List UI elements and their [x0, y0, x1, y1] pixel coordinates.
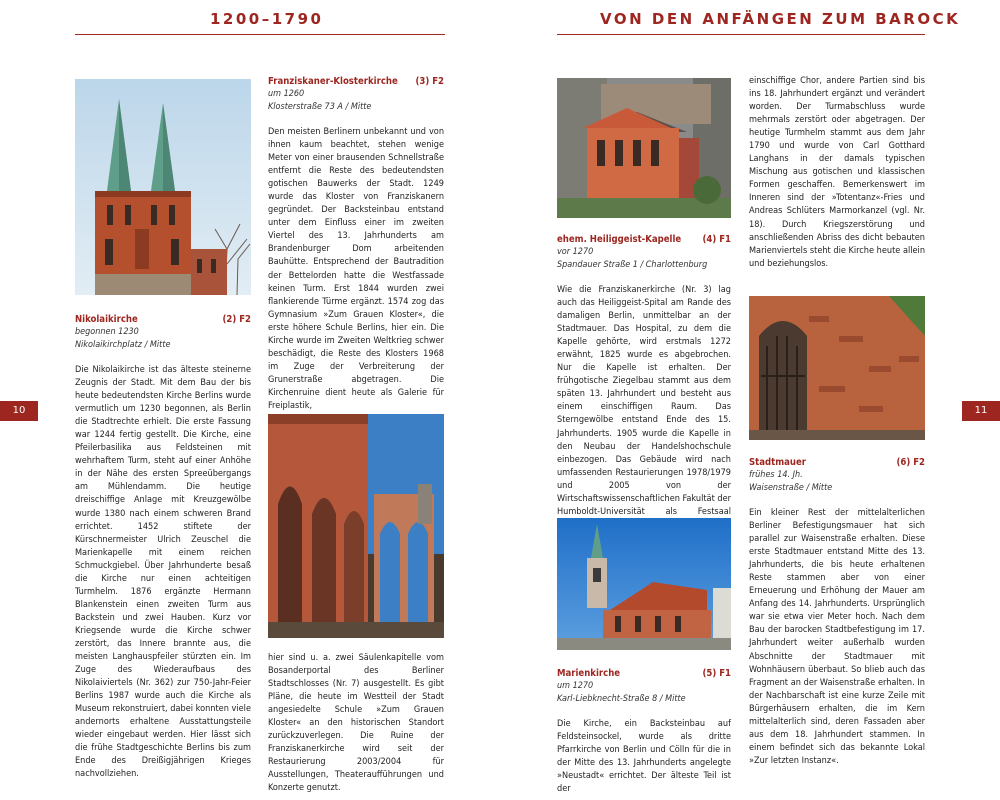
entry-title-row [749, 456, 925, 469]
entry-text-continued: hier sind u. a. zwei Säulenkapitelle vom Bosanderportal des Berliner Stadtschlosses (Nr. 7) ausgestellt. Es gibt Pläne, die heute im Westteil der Stadt angesiedelte Schule »Zum Grauen Kloster« an den historischen Standort zurückzuverlegen. Die Ruine der Franziskanerkirche wird seit der Restaurierung 2003/2004 für Ausstellungen, Theateraufführungen und Konzerte genutzt. [268, 653, 444, 794]
entry-text: Die Kirche, ein Backsteinbau auf Feldsteinsockel, wurde als dritte Pfarrkirche von Berlin und Cölln für die in der Mitte des 13. Jahrhunderts angelegte »Neustadt« errichtet. Der älteste Teil ist der [557, 719, 731, 795]
map-reference: (4) F1 [702, 234, 731, 245]
entry-franziskaner-cont [268, 652, 444, 796]
right-page [500, 0, 1000, 800]
entry-address: Klosterstraße 73 A / Mitte [268, 101, 372, 112]
map-reference: (6) F2 [896, 457, 925, 468]
entry-text: Ein kleiner Rest der mittelalterlichen Berliner Befestigungsmauer hat sich parallel zur Waisenstraße erhalten. Diese erste Stadtmauer entstand Mitte des 13. Jahrhunderts, die bis heute erhaltenen Reste stammen aber von einer Erneuerung und Erhöhung der Mauer am Anfang des 14. Jahrhunderts. Ursprünglich war sie etwa vier Meter hoch. Nach dem Bau der barocken Stadtbefestigung im 17. Jahrhundert weiter außerhalb wurden Abschnitte der Stadtmauer mit Wohnhäusern überbaut. So blieb auch das Fragment an der Waisenstraße erhalten. In der Nachbarschaft ist eine kurze Zeile mit Bürgerhäusern erhalten, die im Kern mittelalterlich sind, deren Fassaden aber aus dem 18. Jahrhundert stammen. In einem befindet sich das bekannte Lokal »Zur letzten Instanz«. [749, 508, 925, 766]
entry-title: Stadtmauer [749, 457, 806, 468]
entry-heiliggeist [557, 233, 731, 532]
entry-title-row [75, 313, 251, 326]
header-rule-right [557, 34, 925, 35]
entry-date: begonnen 1230 [75, 327, 139, 337]
page-number-right: 11 [962, 401, 1000, 421]
entry-title: Nikolaikirche [75, 314, 138, 325]
entry-date: um 1260 [268, 89, 305, 99]
entry-marienkirche [557, 667, 731, 796]
entry-text: Wie die Franziskanerkirche (Nr. 3) lag auch das Heiliggeist-Spital am Rande des damaligen Berlin, unmittelbar an der Stadtmauer. Das Hospital, zu dem die Kapelle gehörte, wird erstmals 1272 erwähnt, 1825 wurde es abgebrochen. Nur die Kapelle ist erhalten. Der frühgotische Ziegelbau stammt aus dem späten 13. Jahrhundert und besteht aus einem einschiffigen Raum. Das Sterngewölbe entstand Ende des 15. Jahrhunderts. 1905 wurde die Kapelle in den Neubau der Handelshochschule einbezogen. Das Gebäude wird nach umfassenden Restaurierungen 1978/1979 und 2005 von der Wirtschaftswissenschaftlichen Fakultät der Humboldt-Universität als Festsaal [557, 285, 731, 517]
entry-address: Spandauer Straße 1 / Charlottenburg [557, 259, 708, 270]
marienkirche-photo [557, 518, 731, 650]
entry-address: Karl-Liebknecht-Straße 8 / Mitte [557, 693, 686, 704]
klosterkirche-ruin-photo [268, 414, 444, 638]
entry-nikolaikirche [75, 313, 251, 782]
nikolaikirche-photo [75, 79, 251, 295]
entry-text-continued: einschiffige Chor, andere Partien sind bis ins 18. Jahrhundert ergänzt und verändert worden. Der Turmabschluss wurde mehrmals zerstört oder abgetragen. Der heutige Turmhelm stammt aus dem Jahr 1790 und wurde von Carl Gotthard Langhans in der damals typischen Mischung aus gotischen und klassischen Formen geschaffen. Bemerkenswert im Inneren sind der »Totentanz«-Fries und Andreas Schlüters Marmorkanzel (vgl. Nr. 18). Durch Kriegszerstörung und anschließenden Abriss des dicht bebauten Marienviertels steht die Kirche heute allein und beziehungslos. [749, 76, 925, 269]
entry-title: Marienkirche [557, 668, 621, 679]
entry-text: Den meisten Berlinern unbekannt und von ihnen kaum beachtet, stehen wenige Meter von einer brausenden Schnellstraße entfernt die Reste des bedeutendsten gotischen Bauwerks der Stadt. 1249 wurde das Kloster von Franziskanern gegründet. Der Backsteinbau entstand unter dem Einfluss einer im zweiten Viertel des 13. Jahrhunderts am Brandenburger Dom arbeitenden Bauhütte. Entsprechend der Bautradition der Bettelorden hatte die Westfassade keinen Turm. Erst 1844 wurden zwei flankierende Türme ergänzt. 1574 zog das Gymnasium »Zum Grauen Kloster«, die erste höhere Schule Berlins, hier ein. Die Kirche wurde im Zweiten Weltkrieg schwer beschädigt, die Reste des Klosters 1968 im Zuge der Verbreiterung der Grunerstraße abgetragen. Die Kirchenruine dient heute als Galerie für Freiplastik, [268, 127, 444, 411]
entry-date: um 1270 [557, 681, 594, 691]
page-number-left: 10 [0, 401, 38, 421]
entry-stadtmauer [749, 456, 925, 768]
entry-title-row [268, 75, 444, 88]
entry-title-row [557, 667, 731, 680]
entry-marienkirche-cont [749, 75, 925, 271]
map-reference: (2) F2 [222, 314, 251, 325]
entry-title-row [557, 233, 731, 246]
entry-franziskaner [268, 75, 444, 413]
running-head-right: VON DEN ANFÄNGEN ZUM BAROCK [600, 10, 961, 28]
map-reference: (3) F2 [415, 76, 444, 87]
running-head-left: 1200–1790 [210, 10, 324, 28]
heiliggeist-kapelle-photo [557, 78, 731, 218]
entry-text: Die Nikolaikirche ist das älteste steinerne Zeugnis der Stadt. Mit dem Bau der bis heute bedeutendsten Kirche Berlins wurde vermutlich um 1230 begonnen, als Berlin die Stadtrechte erhielt. Die erste Fassung war 1244 fertig gestellt. Die Kirche, eine Pfeilerbasilika aus Feldsteinen mit wehrhaftem Turm, steht auf einer Anhöhe in der Nähe des ersten Spreeübergangs am Mühlendamm. Die heutige dreischiffige Anlage mit Kreuzgewölbe wurde 1380 nach einem schweren Brand errichtet. 1452 stiftete der Kürschnermeister Ulrich Zeuschel die Marienkapelle mit einem reichen Schmuckgiebel. Über Jahrhunderte besaß die Kirche nur einen achteitigen Turmhelm. 1876 ergänzte Hermann Blankenstein einen zweiten Turm aus Backstein und zwei Hauben. Kurz vor Kriegsende wurde die Kirche schwer zerstört, das Innere brannte aus, die meisten Langhauspfeiler stürzten ein. Im Zuge des Wiederaufbaus des Nikolaiviertels (Nr. 362) zur 750-Jahr-Feier Berlins 1987 wurde auch die Kirche als Museum rekonstruiert, dabei konnten viele andernorts erhaltene Ausstattungsteile wieder eingebaut werden. Hier lässt sich die frühe Stadtgeschichte Berlins bis zum Ende des Dreißigjährigen Krieges nachvollziehen. [75, 365, 251, 780]
map-reference: (5) F1 [702, 668, 731, 679]
entry-title: ehem. Heiliggeist-Kapelle [557, 234, 682, 245]
entry-date: frühes 14. Jh. [749, 470, 803, 480]
header-rule-left [75, 34, 445, 35]
entry-title: Franziskaner-Klosterkirche [268, 76, 398, 87]
stadtmauer-photo [749, 296, 925, 440]
entry-date: vor 1270 [557, 247, 594, 257]
entry-address: Waisenstraße / Mitte [749, 482, 833, 493]
entry-address: Nikolaikirchplatz / Mitte [75, 339, 171, 350]
